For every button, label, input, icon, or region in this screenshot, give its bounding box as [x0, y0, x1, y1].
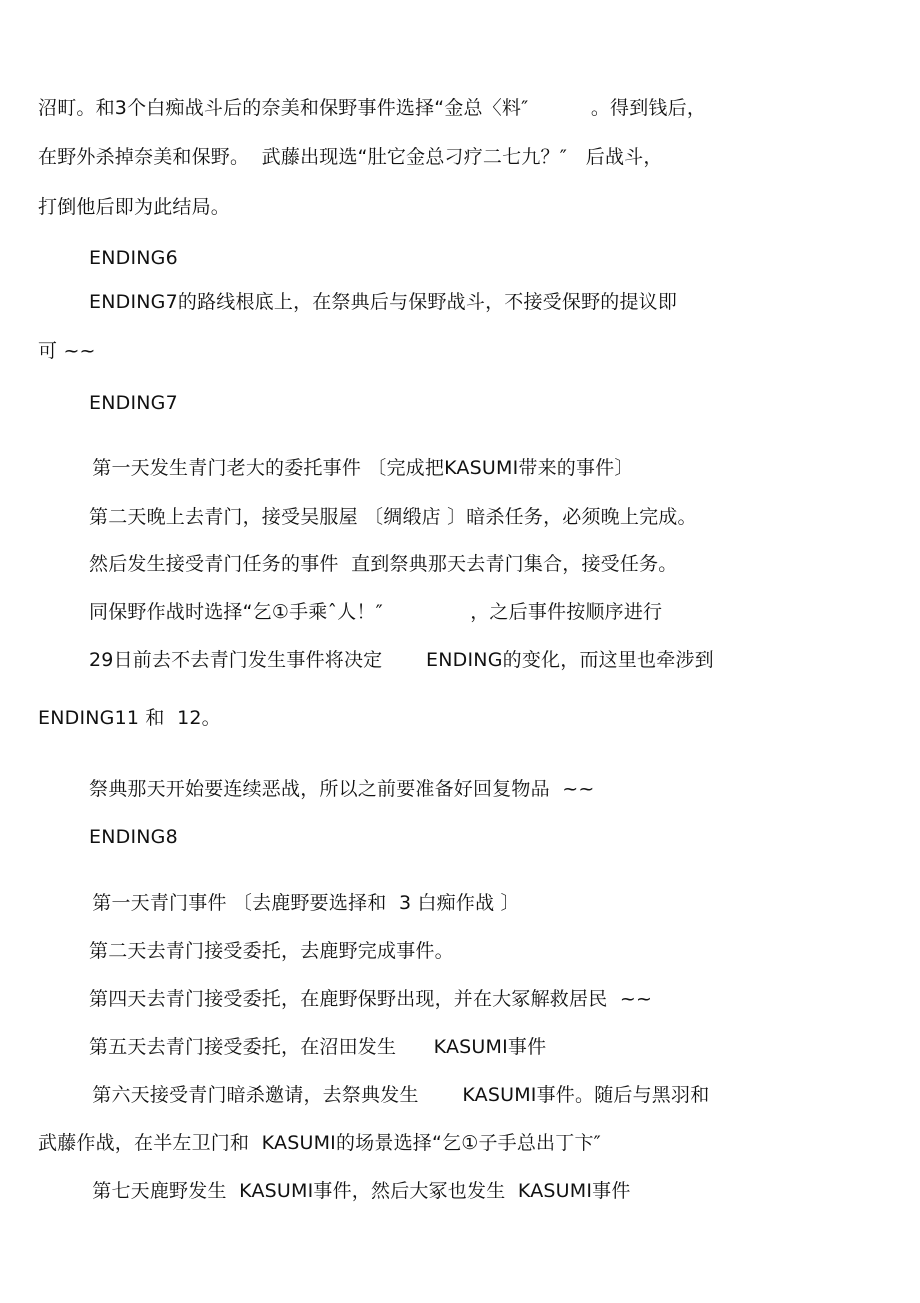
- text-line: 武藤作战，在半左卫门和 KASUMI的场景选择“乞①子手总出丁卞″: [38, 1132, 601, 1154]
- text-line: 29日前去不去青门发生事件将决定 ENDING的变化，而这里也牵涉到: [89, 649, 714, 671]
- text-line: 同保野作战时选择“乞①手乘ˆ人！″ ，之后事件按顺序进行: [89, 601, 663, 623]
- text-line: 在野外杀掉奈美和保野。 武藤出现选“肚它金总刁疗二七九？″ 后战斗，: [38, 146, 663, 168]
- text-line: ENDING7的路线根底上，在祭典后与保野战斗，不接受保野的提议即: [89, 291, 678, 313]
- text-line: 可 ~~: [38, 340, 96, 362]
- text-line: 然后发生接受青门任务的事件 直到祭典那天去青门集合，接受任务。: [89, 553, 678, 575]
- section-heading-ending8: ENDING8: [89, 826, 178, 848]
- text-line: 第四天去青门接受委托，在鹿野保野出现，并在大冢解救居民 ~~: [89, 988, 653, 1010]
- text-line: 第二天晚上去青门，接受吴服屋 〔绸缎店 〕暗杀任务，必须晚上完成。: [89, 506, 697, 528]
- text-line: 祭典那天开始要连续恶战，所以之前要准备好回复物品 ~~: [89, 778, 595, 800]
- text-line: 第五天去青门接受委托，在沼田发生 KASUMI事件: [89, 1036, 547, 1058]
- section-heading-ending7: ENDING7: [89, 392, 178, 414]
- text-line: 沼町。和3个白痴战斗后的奈美和保野事件选择“金总〈料″ 。得到钱后，: [38, 97, 707, 119]
- text-line: 第六天接受青门暗杀邀请，去祭典发生 KASUMI事件。随后与黑羽和: [86, 1084, 710, 1106]
- text-line: 打倒他后即为此结局。: [38, 196, 231, 218]
- text-line: ENDING11 和 12。: [38, 707, 221, 729]
- text-line: 第一天青门事件 〔去鹿野要选择和 3 白痴作战 〕: [86, 892, 520, 914]
- text-line: 第一天发生青门老大的委托事件 〔完成把KASUMI带来的事件〕: [86, 457, 634, 479]
- section-heading-ending6: ENDING6: [89, 247, 178, 269]
- text-line: 第二天去青门接受委托，去鹿野完成事件。: [89, 940, 454, 962]
- text-line: 第七天鹿野发生 KASUMI事件，然后大冢也发生 KASUMI事件: [86, 1180, 631, 1202]
